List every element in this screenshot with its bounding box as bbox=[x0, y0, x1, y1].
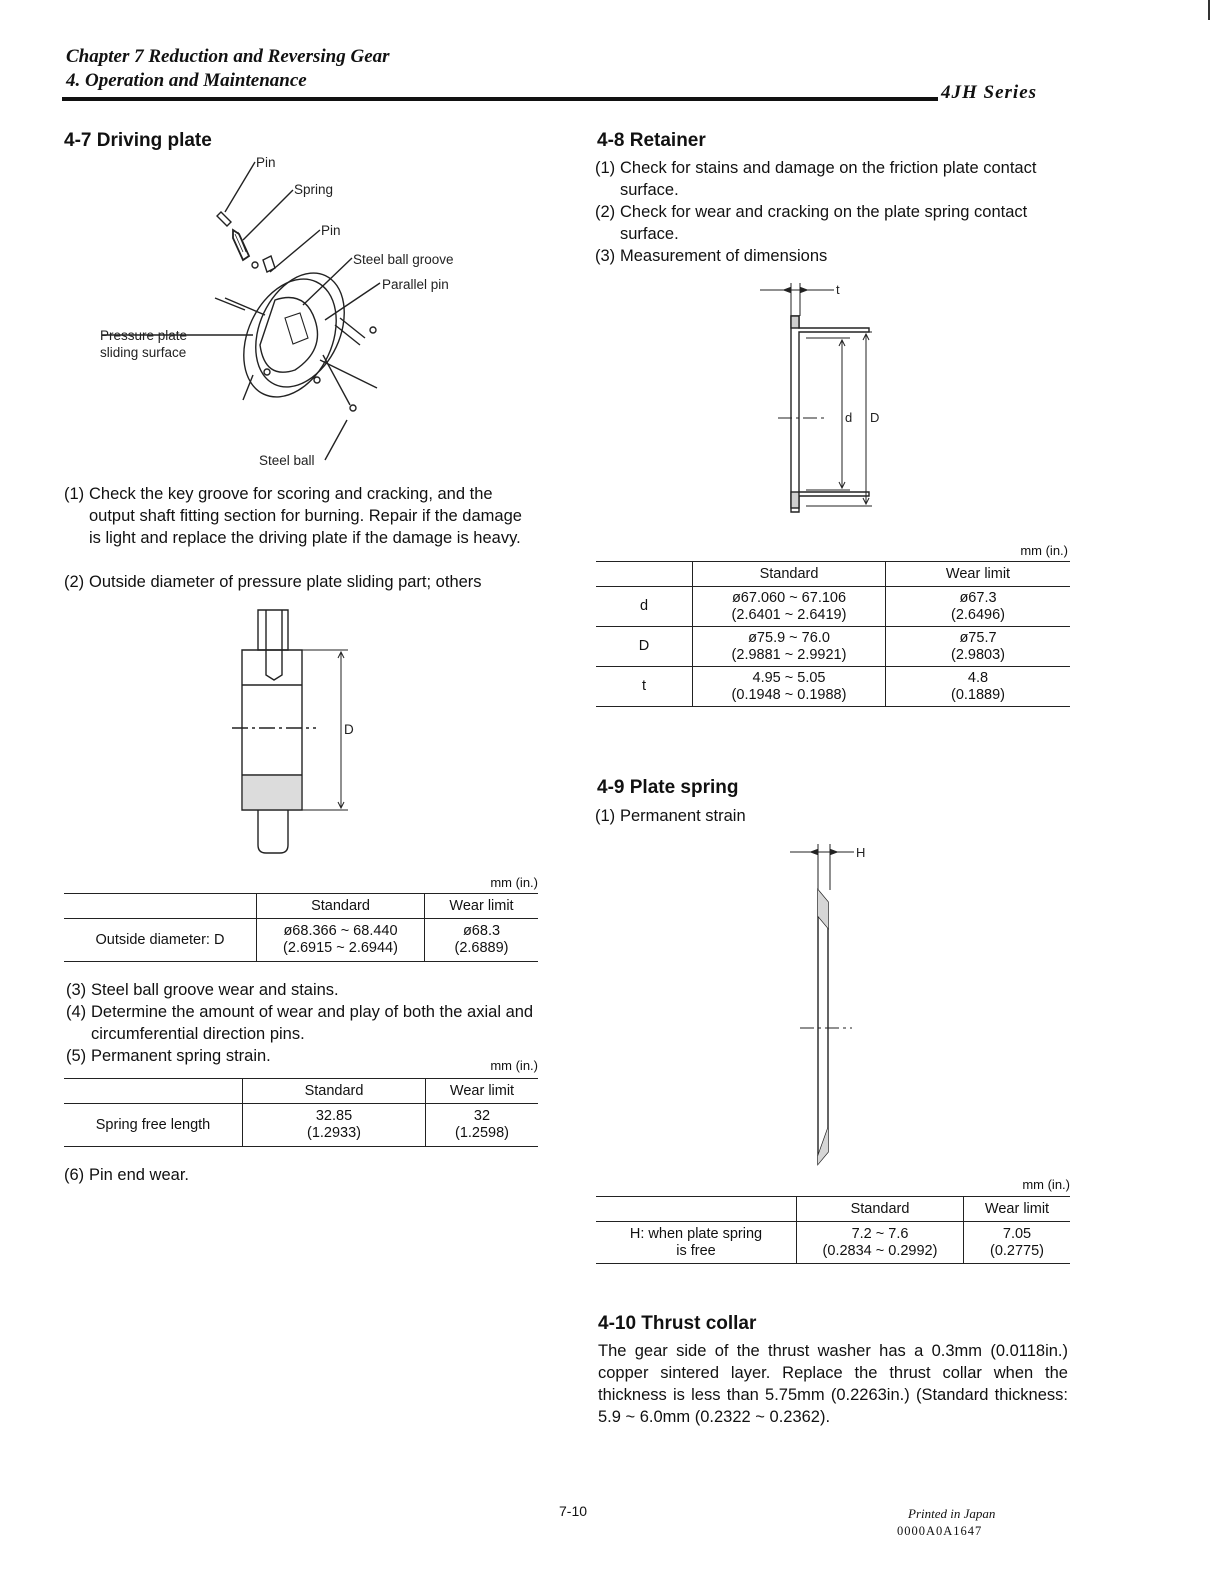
label-dim-t: t bbox=[836, 282, 840, 297]
outside-diameter-table bbox=[64, 893, 538, 962]
document-code: 0000A0A1647 bbox=[897, 1524, 983, 1538]
label-spring: Spring bbox=[294, 182, 334, 197]
s48-item-3: (3) Measurement of dimensions bbox=[595, 247, 828, 265]
section-4-9-title: 4-9 Plate spring bbox=[597, 777, 739, 798]
label-steel-ball-groove: Steel ball groove bbox=[353, 252, 454, 267]
table-row: Spring free length 32.85 (1.2933) 32 (1.2598) bbox=[64, 1104, 538, 1147]
col-wear-limit: Wear limit bbox=[964, 1197, 1071, 1222]
table-row: Outside diameter: D ø68.366 ~ 68.440 (2.6915 ~ 2.6944) ø68.3 (2.6889) bbox=[64, 919, 538, 962]
s48-item-1: (1) Check for stains and damage on the friction plate contact surface. bbox=[595, 159, 1037, 199]
label-parallel-pin: Parallel pin bbox=[382, 277, 449, 292]
chapter-title: Chapter 7 Reduction and Reversing Gear bbox=[66, 46, 390, 67]
retainer-dimension-table bbox=[596, 561, 1070, 707]
table3-unit: mm (in.) bbox=[1020, 543, 1068, 558]
col-standard: Standard bbox=[797, 1197, 964, 1222]
col-standard: Standard bbox=[693, 562, 886, 587]
section-4-7-title: 4-7 Driving plate bbox=[64, 130, 212, 151]
col-standard: Standard bbox=[257, 894, 425, 919]
s47-item-4: (4) Determine the amount of wear and play of both the axial and circumferential direction pins. bbox=[66, 1003, 534, 1043]
spring-free-length-table bbox=[64, 1078, 538, 1147]
label-pin-top: Pin bbox=[256, 155, 276, 170]
col-wear-limit: Wear limit bbox=[425, 894, 539, 919]
col-wear-limit: Wear limit bbox=[886, 562, 1071, 587]
label-dim-H: H bbox=[856, 845, 866, 860]
s47-item-3: (3) Steel ball groove wear and stains. bbox=[66, 981, 339, 999]
label-pressure-plate-1: Pressure plate bbox=[100, 328, 188, 343]
table4-unit: mm (in.) bbox=[1022, 1177, 1070, 1192]
driving-plate-exploded-figure bbox=[95, 150, 495, 475]
driving-plate-section-figure bbox=[220, 600, 370, 860]
s47-item-1: (1) Check the key groove for scoring and cracking, and the output shaft fitting section for burning. Repair if the damage is light and replace the driving plate if the damage is heavy. bbox=[64, 485, 522, 547]
col-wear-limit: Wear limit bbox=[426, 1079, 539, 1104]
s47-item-6: (6) Pin end wear. bbox=[64, 1166, 189, 1184]
s49-item-1: (1) Permanent strain bbox=[595, 807, 746, 825]
label-pressure-plate-2: sliding surface bbox=[100, 345, 187, 360]
s48-item-2: (2) Check for wear and cracking on the plate spring contact surface. bbox=[595, 203, 1028, 243]
header-rule bbox=[62, 97, 938, 101]
printed-in-japan: Printed in Japan bbox=[908, 1506, 996, 1521]
section-4-10-title: 4-10 Thrust collar bbox=[598, 1313, 757, 1334]
series-label: 4JH Series bbox=[941, 82, 1038, 103]
retainer-section-figure bbox=[750, 278, 890, 528]
table-row: H: when plate spring is free 7.2 ~ 7.6 (0.2834 ~ 0.2992) 7.05 (0.2775) bbox=[596, 1222, 1070, 1264]
page-edge-mark bbox=[1208, 0, 1210, 20]
s47-item-2: (2) Outside diameter of pressure plate sliding part; others bbox=[64, 573, 482, 591]
label-steel-ball: Steel ball bbox=[259, 453, 315, 468]
table-row: D ø75.9 ~ 76.0 (2.9881 ~ 2.9921) ø75.7 (2.9803) bbox=[596, 627, 1070, 667]
section-title: 4. Operation and Maintenance bbox=[66, 70, 307, 91]
s410-text: The gear side of the thrust washer has a 0.3mm (0.0118in.) copper sintered layer. Replace the thrust collar when the thickness is less than 5.75mm (0.2263in.) (Standard thickness: 5.9 ~ 6.0mm (0.2322 ~ 0.2362). bbox=[598, 1342, 1068, 1426]
table-row: d ø67.060 ~ 67.106 (2.6401 ~ 2.6419) ø67.3 (2.6496) bbox=[596, 587, 1070, 627]
plate-spring-section-figure bbox=[780, 838, 880, 1173]
label-dim-D: D bbox=[870, 410, 880, 425]
col-standard: Standard bbox=[243, 1079, 426, 1104]
s47-item-5: (5) Permanent spring strain. bbox=[66, 1047, 271, 1065]
table-row: t 4.95 ~ 5.05 (0.1948 ~ 0.1988) 4.8 (0.1889) bbox=[596, 667, 1070, 707]
plate-spring-table bbox=[596, 1196, 1070, 1264]
section-4-8-title: 4-8 Retainer bbox=[597, 130, 706, 151]
label-pin-mid: Pin bbox=[321, 223, 341, 238]
table2-unit: mm (in.) bbox=[490, 1058, 538, 1073]
label-dim-d: d bbox=[845, 410, 853, 425]
label-dim-D-left: D bbox=[344, 722, 354, 737]
page-number: 7-10 bbox=[559, 1503, 588, 1519]
table1-unit: mm (in.) bbox=[490, 875, 538, 890]
